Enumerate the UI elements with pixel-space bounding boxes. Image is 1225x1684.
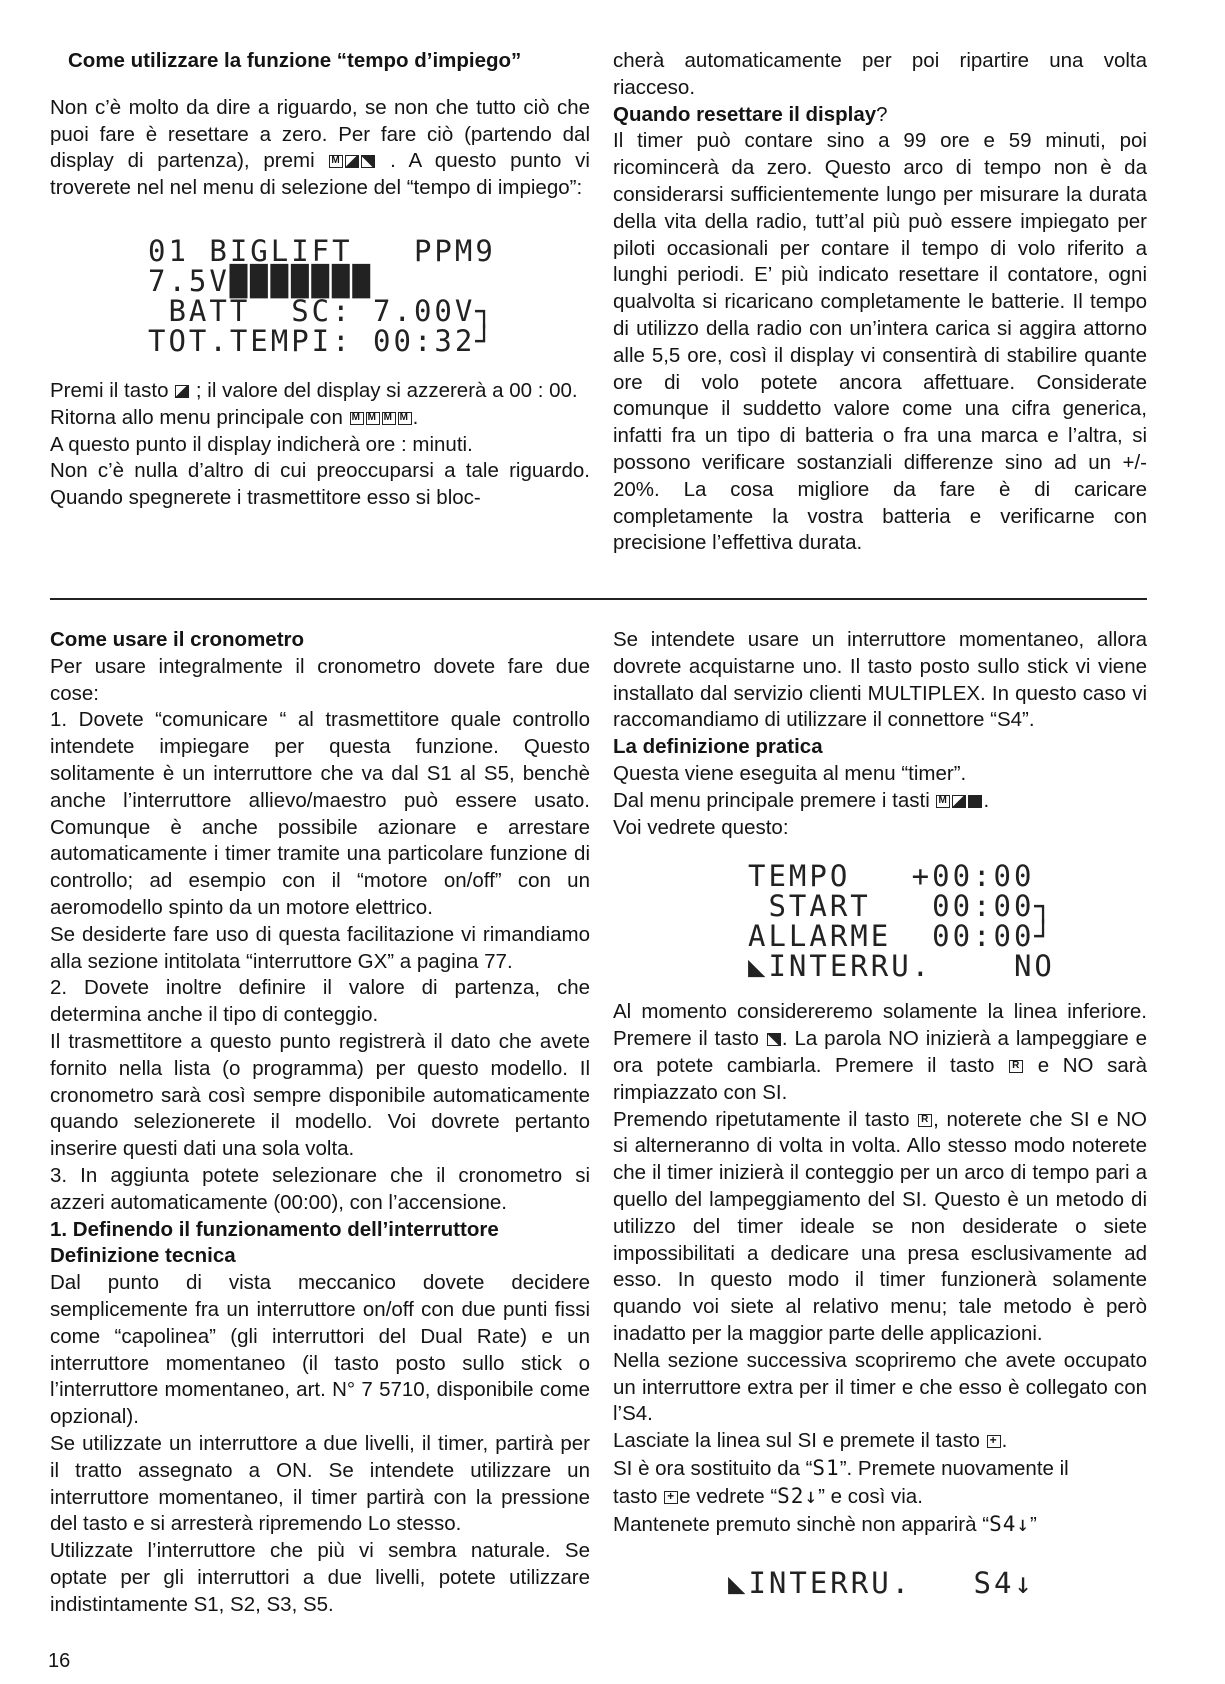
section2-right-column	[613, 627, 1147, 1601]
lcd-inline-code: S4↓	[989, 1511, 1030, 1536]
heading-tempo-impiego: Come utilizzare la funzione “tempo d’impiego”	[68, 49, 522, 72]
lcd-inline-code: S1	[812, 1455, 840, 1480]
paragraph	[613, 1455, 1147, 1483]
down-key-icon	[361, 155, 375, 168]
text: e vedrete “	[679, 1484, 778, 1508]
lcd-line: 7.5V███████	[148, 263, 374, 298]
section1-right-column	[613, 48, 1147, 557]
text: tasto	[613, 1484, 658, 1508]
paragraph: Se intendete usare un interruttore momentaneo, allora dovrete acquistarne uno. Il tasto posto sullo stick vi viene installato dal servizio clienti MULTIPLEX. In questo caso vi raccomandiamo di utilizzare il connettore “S4”.	[613, 628, 1147, 732]
heading-quando-resettare	[613, 102, 1147, 129]
paragraph: Per usare integralmente il cronometro dovete fare due cose:	[50, 654, 590, 705]
paragraph	[50, 378, 590, 405]
paragraph	[613, 1483, 1147, 1511]
up-key-icon	[952, 795, 966, 808]
section1-left-column	[50, 48, 590, 512]
text: ” e così via.	[818, 1484, 923, 1508]
paragraph	[613, 999, 1147, 1106]
text: Al momento considereremo solamente la linea inferiore. Premere il tasto	[613, 1000, 1147, 1051]
lcd-display-tempo-impiego	[148, 233, 590, 358]
text: .	[983, 788, 990, 812]
up-key-icon	[345, 155, 359, 168]
menu-key-icon	[366, 412, 380, 425]
text: .	[1001, 1429, 1008, 1453]
down-key-icon	[968, 795, 982, 808]
paragraph: A questo punto il display indicherà ore : minuti.	[50, 432, 473, 456]
plus-key-icon	[987, 1435, 1001, 1448]
paragraph: 3. In aggiunta potete selezionare che il cronometro si azzeri automaticamente (00:00), con l’accensione.	[50, 1163, 590, 1214]
paragraph	[50, 95, 590, 202]
text: . A questo punto vi troverete nel nel menu di selezione del “tempo di impiego”:	[50, 149, 590, 200]
paragraph: Utilizzate l’interruttore che più vi sembra naturale. Se optate per gli interruttori a due livelli, potete utilizzare indistintamente S1, S2, S3, S5.	[50, 1539, 590, 1616]
paragraph	[613, 1511, 1147, 1539]
lcd-line-interru-s4: ◣INTERRU. S4↓	[728, 1566, 1035, 1601]
paragraph: 1. Dovete “comunicare “ al trasmettitore quale controllo intendete impiegare per questa funzione. Questo solitamente è un interruttore che va dal S1 al S5, benchè anche l’interruttore allievo/maestro può essere usato. Comunque è anche possibile azionare e arrestare automaticamente i timer tramite una particolare funzione di controllo; ad esempio con il “motore on/off” con un aeromodello spinto da un motore elettrico.	[50, 708, 590, 919]
lcd-line: TOT.TEMPI: 00:32┘	[148, 323, 496, 358]
lcd-line: START 00:00┐	[748, 889, 1055, 924]
text: Mantenete premuto sinchè non apparirà “	[613, 1512, 990, 1536]
paragraph	[613, 788, 1147, 815]
plus-key-icon	[664, 1491, 678, 1504]
text: . La parola NO inizierà a lampeggiare e ora potete cambiarla. Premere il tasto	[613, 1027, 1147, 1077]
heading-question-mark: ?	[876, 102, 888, 126]
paragraph: Voi vedrete questo:	[613, 815, 789, 839]
paragraph: Il trasmettitore a questo punto registrerà il dato che avete fornito nella lista (o programma) per questo modello. Il cronometro sarà così sempre disponibile automaticamente quando selezionerete il modello. Voi dovrete pertanto inserire questi dati una sola volta.	[50, 1029, 590, 1161]
lcd-line: BATT SC: 7.00V┐	[148, 293, 496, 328]
page-number: 16	[48, 1650, 71, 1672]
text: Dal menu principale premere i tasti	[613, 788, 930, 812]
lcd-line: ◣INTERRU. NO	[748, 949, 1055, 984]
text: ; il valore del display si azzererà a 00 : 00.	[195, 378, 578, 402]
paragraph: Il timer può contare sino a 99 ore e 59 minuti, poi ricomincerà da zero. Questo arco di tempo non è da considerarsi sufficientemente lungo per misurare la durata della vita della radio, tutt’al più può essere impiegato per piloti occasionali per contare il tempo di volo riferito a lunghi periodi. E’ più indicato resettare il contatore, ogni qualvolta si ricaricano completamente le batterie. Il tempo di utilizzo della radio con un’intera carica si aggira attorno alle 5,5 ore, così il display vi consentirà di stabilire quante ore di volo potete ancora affettuare. Considerate comunque il suddetto valore come una cifra generica, infatti fra un tipo di batteria o fra una marca e l’altra, si possono verificare sostanziali differenze sino ad un +/- 20%. La cosa migliore da fare è di caricare completamente la vostra batteria e verificarne con precisione l’effettiva durata.	[613, 129, 1147, 555]
menu-key-icon	[936, 795, 950, 808]
text: e NO sarà rimpiazzato con SI.	[613, 1053, 1147, 1104]
text: SI è ora sostituito da “	[613, 1456, 813, 1480]
text: Premendo ripetutamente il tasto	[613, 1107, 910, 1131]
paragraph: Dal punto di vista meccanico dovete decidere semplicemente fra un interruttore on/off con due punti fissi come “capolinea” (gli interruttori del Dual Rate) e un interruttore momentaneo (il tasto posto sullo stick o l’interruttore momentaneo, art. N° 7 5710, disponibile come opzional).	[50, 1271, 590, 1429]
lcd-line: 01 BIGLIFT PPM9	[148, 233, 496, 268]
lcd-line: ALLARME 00:00┘	[748, 919, 1055, 954]
paragraph: 2. Dovete inoltre definire il valore di partenza, che determina anche il tipo di conteggio.	[50, 976, 590, 1027]
reset-key-icon	[1009, 1060, 1023, 1073]
paragraph	[50, 405, 590, 432]
text: Premi il tasto	[50, 378, 169, 402]
down-key-icon	[767, 1033, 781, 1046]
heading-definizione-tecnica: Definizione tecnica	[50, 1244, 236, 1268]
text: ”	[1030, 1512, 1037, 1536]
lcd-line: TEMPO +00:00	[748, 859, 1035, 894]
menu-key-icon	[329, 155, 343, 168]
menu-key-icon	[382, 412, 396, 425]
section2-left-column	[50, 627, 590, 1618]
text: Ritorna allo menu principale con	[50, 405, 343, 429]
reset-key-icon	[918, 1114, 932, 1127]
text: .	[412, 405, 419, 429]
paragraph: cherà automaticamente per poi ripartire una volta riacceso.	[613, 49, 1147, 99]
paragraph	[613, 1428, 1147, 1455]
paragraph: Se desiderte fare uso di questa facilitazione vi rimandiamo alla sezione intitolata “interruttore GX” a pagina 77.	[50, 922, 590, 973]
text: , noterete che SI e NO si alterneranno di volta in volta. Allo stesso modo noterete che il timer inizierà il conteggio per un arco di tempo pari a quello del lampeggiamento del SI. Questo è un metodo di utilizzo del timer ideale se non desiderate o siete impossibilitati a dedicare una presa esclusivamente ad esso. In questo modo il timer funzionerà solamente quando voi siete al relativo menu; tale metodo è però inadatto per la maggior parte delle applicazioni.	[613, 1107, 1147, 1345]
menu-key-icon	[350, 412, 364, 425]
paragraph: Nella sezione successiva scopriremo che avete occupato un interruttore extra per il timer e che esso è collegato con l’S4.	[613, 1348, 1147, 1426]
up-key-icon	[175, 385, 189, 398]
menu-key-icon	[398, 412, 412, 425]
lcd-inline-code: S2↓	[777, 1483, 819, 1508]
paragraph: Non c’è nulla d’altro di cui preoccuparsi a tale riguardo. Quando spegnerete i trasmettitore esso si bloc-	[50, 459, 590, 510]
section-divider	[50, 598, 1147, 600]
text: Non c’è molto da dire a riguardo, se non che tutto ciò che puoi fare è resettare a zero. Per fare ciò (partendo dal display di partenza), premi	[50, 95, 590, 173]
text: ”. Premete nuovamente il	[839, 1456, 1069, 1480]
text: Lasciate la linea sul SI e premete il tasto	[613, 1429, 980, 1453]
heading-cronometro: Come usare il cronometro	[50, 628, 305, 651]
heading-text: Quando resettare il display	[613, 102, 877, 126]
paragraph	[613, 1107, 1147, 1348]
heading-definendo-interruttore: 1. Definendo il funzionamento dell’interruttore	[50, 1217, 499, 1241]
paragraph: Questa viene eseguita al menu “timer”.	[613, 761, 967, 785]
heading-definizione-pratica: La definizione pratica	[613, 735, 823, 759]
paragraph: Se utilizzate un interruttore a due livelli, il timer, partirà per il tratto assegnato a ON. Se intendete utilizzare un interruttore momentaneo, il timer partirà con la pressione del tasto e si arresterà ripremendo Lo stesso.	[50, 1431, 590, 1536]
lcd-display-timer	[748, 859, 1147, 984]
